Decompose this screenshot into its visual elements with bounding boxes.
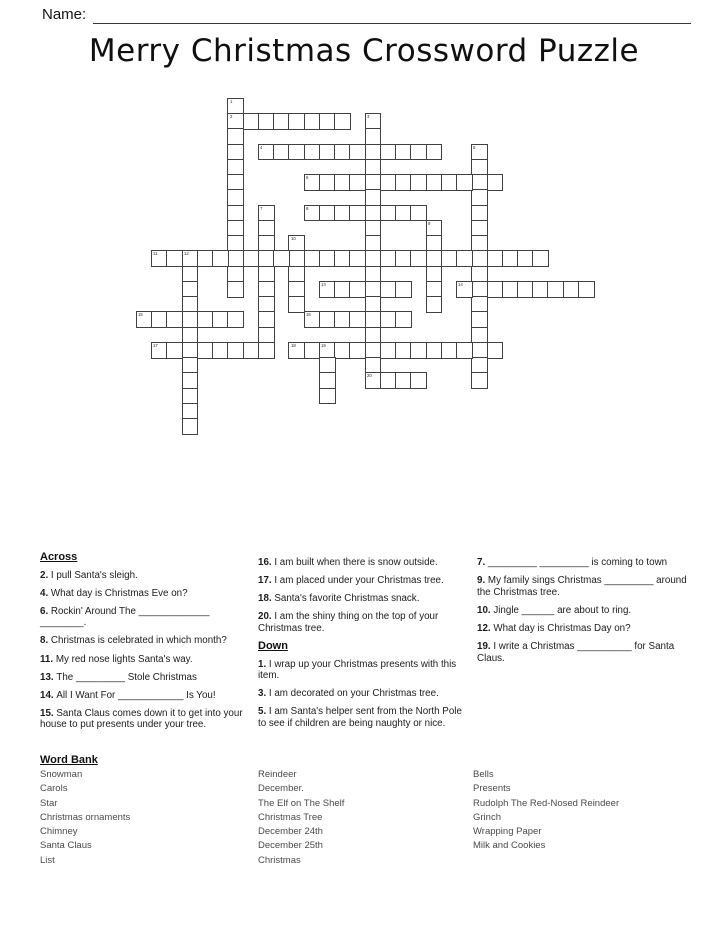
- clue-number: 16.: [258, 557, 275, 568]
- grid-cell[interactable]: [487, 342, 504, 359]
- word-bank-column-1: [40, 768, 130, 868]
- grid-cell[interactable]: [441, 250, 458, 267]
- grid-cell[interactable]: [365, 311, 382, 328]
- grid-cell[interactable]: [182, 311, 199, 328]
- clue-text: I am Santa's helper sent from the North Pole to see if children are being naughty or nice.: [258, 706, 462, 729]
- grid-cell[interactable]: [426, 235, 443, 252]
- word-bank-item: Presents: [473, 783, 511, 795]
- grid-cell[interactable]: [365, 327, 382, 344]
- grid-cell[interactable]: [471, 342, 488, 359]
- grid-cell[interactable]: [395, 174, 412, 191]
- grid-cell[interactable]: [227, 220, 244, 237]
- word-bank-item: List: [40, 854, 55, 866]
- grid-cell[interactable]: [304, 250, 321, 267]
- grid-cell[interactable]: [365, 281, 382, 298]
- grid-cell[interactable]: [258, 113, 275, 130]
- grid-cell[interactable]: [197, 311, 214, 328]
- grid-cell[interactable]: [471, 174, 488, 191]
- grid-cell[interactable]: [365, 159, 382, 176]
- clue-item: [258, 557, 466, 569]
- grid-cell[interactable]: [212, 250, 229, 267]
- grid-cell[interactable]: [410, 372, 427, 389]
- grid-cell[interactable]: [365, 128, 382, 145]
- grid-cell[interactable]: [380, 311, 397, 328]
- grid-clue-number: 9: [427, 221, 431, 227]
- clue-number: 14.: [40, 689, 57, 701]
- word-bank-item: Carols: [40, 783, 68, 795]
- word-bank-column-3: [473, 768, 619, 854]
- grid-cell[interactable]: [426, 144, 443, 161]
- clue-number: 11.: [40, 653, 56, 665]
- word-bank-item: The Elf on The Shelf: [258, 797, 345, 809]
- clue-text: My red nose lights Santa's way.: [55, 653, 193, 665]
- clue-text: I am built when there is snow outside.: [274, 557, 438, 568]
- grid-clue-number: 20: [366, 374, 372, 379]
- grid-cell[interactable]: [166, 250, 183, 267]
- word-bank-item: Christmas ornaments: [40, 811, 131, 823]
- grid-clue-number: 17: [153, 343, 159, 349]
- clue-item: [40, 708, 252, 731]
- grid-cell[interactable]: [349, 250, 366, 267]
- grid-clue-number: 4: [260, 145, 263, 151]
- grid-cell[interactable]: [212, 311, 229, 328]
- clue-text: The _________ Stole Christmas: [56, 671, 197, 683]
- grid-cell[interactable]: [471, 357, 488, 374]
- grid-cell[interactable]: [471, 311, 488, 328]
- grid-cell[interactable]: [426, 174, 443, 191]
- grid-cell[interactable]: [182, 403, 199, 420]
- grid-cell[interactable]: [487, 174, 504, 191]
- grid-cell[interactable]: [304, 342, 321, 359]
- grid-cell[interactable]: [288, 113, 305, 130]
- grid-cell[interactable]: [197, 250, 214, 267]
- grid-cell[interactable]: [456, 250, 473, 267]
- grid-cell[interactable]: [365, 296, 382, 313]
- grid-clue-number: 15: [138, 313, 144, 318]
- grid-cell[interactable]: [410, 174, 427, 191]
- clues-column-1: [40, 552, 252, 738]
- clue-text: I pull Santa's sleigh.: [50, 569, 138, 581]
- clue-text: What day is Christmas Day on?: [493, 622, 631, 634]
- grid-cell[interactable]: [487, 281, 504, 298]
- word-bank-item: Wrapping Paper: [473, 826, 542, 838]
- clue-item: [40, 588, 252, 600]
- word-bank-item: Milk and Cookies: [473, 840, 546, 852]
- grid-cell[interactable]: [288, 266, 305, 283]
- grid-cell[interactable]: [471, 296, 488, 313]
- page-title: Merry Christmas Crossword Puzzle: [88, 33, 640, 69]
- grid-cell[interactable]: [334, 174, 351, 191]
- grid-cell[interactable]: [471, 189, 488, 206]
- grid-cell[interactable]: [365, 266, 382, 283]
- grid-cell[interactable]: [258, 327, 275, 344]
- grid-cell[interactable]: [334, 281, 351, 298]
- grid-cell[interactable]: [532, 250, 549, 267]
- grid-cell[interactable]: [410, 144, 427, 161]
- grid-cell[interactable]: [227, 250, 244, 267]
- grid-cell[interactable]: [227, 266, 244, 283]
- grid-cell[interactable]: [182, 281, 199, 298]
- across-header: Across: [40, 551, 78, 563]
- word-bank-item: Snowman: [40, 769, 83, 780]
- grid-cell[interactable]: [349, 144, 366, 161]
- grid-clue-number: 6: [305, 176, 309, 181]
- clues-column-2: [258, 557, 466, 736]
- word-bank-item: Rudolph The Red-Nosed Reindeer: [473, 797, 620, 809]
- grid-cell[interactable]: [334, 205, 351, 222]
- grid-cell[interactable]: [349, 205, 366, 222]
- across-clues-list-1: [40, 570, 252, 731]
- grid-cell[interactable]: [334, 311, 351, 328]
- clue-number: 2.: [40, 569, 51, 581]
- clue-text: Christmas is celebrated in which month?: [50, 635, 227, 647]
- grid-cell[interactable]: [410, 342, 427, 359]
- grid-cell[interactable]: [471, 205, 488, 222]
- clue-number: 15.: [40, 707, 57, 719]
- down-clues-list-2: [477, 557, 695, 664]
- clue-text: Santa Claus comes down it to get into your house to put presents under your tree.: [40, 707, 243, 731]
- clue-number: 13.: [40, 671, 57, 683]
- clue-number: 9.: [477, 575, 488, 587]
- grid-cell[interactable]: [426, 266, 443, 283]
- clue-text: Rockin' Around The _____________ ________.: [40, 605, 210, 629]
- grid-cell[interactable]: [273, 250, 290, 267]
- across-clues-list-2: [258, 557, 466, 634]
- grid-cell[interactable]: [471, 235, 488, 252]
- grid-cell[interactable]: [334, 250, 351, 267]
- crossword-grid: [136, 98, 596, 436]
- grid-cell[interactable]: [547, 281, 564, 298]
- grid-cell[interactable]: [395, 281, 412, 298]
- grid-cell[interactable]: [471, 372, 488, 389]
- clue-item: [40, 690, 252, 702]
- grid-cell[interactable]: [243, 342, 260, 359]
- grid-cell[interactable]: [182, 418, 199, 435]
- grid-cell[interactable]: [258, 250, 275, 267]
- grid-cell[interactable]: [517, 250, 534, 267]
- grid-cell[interactable]: [395, 372, 412, 389]
- word-bank-item: December 24th: [258, 826, 323, 838]
- clue-text: I am decorated on your Christmas tree.: [268, 688, 439, 700]
- grid-cell[interactable]: [319, 144, 336, 161]
- clue-item: [477, 605, 695, 617]
- grid-cell[interactable]: [243, 250, 260, 267]
- grid-cell[interactable]: [471, 327, 488, 344]
- grid-cell[interactable]: [532, 281, 549, 298]
- grid-clue-number: 16: [305, 313, 311, 318]
- grid-cell[interactable]: [182, 327, 199, 344]
- grid-cell[interactable]: [365, 235, 382, 252]
- grid-cell[interactable]: [227, 128, 244, 145]
- grid-cell[interactable]: [380, 205, 397, 222]
- grid-cell[interactable]: [395, 250, 412, 267]
- down-clues-list-1: [258, 659, 466, 730]
- grid-cell[interactable]: [227, 189, 244, 206]
- grid-cell[interactable]: [456, 174, 473, 191]
- grid-cell[interactable]: [304, 144, 321, 161]
- grid-cell[interactable]: [349, 342, 366, 359]
- grid-cell[interactable]: [395, 144, 412, 161]
- grid-cell[interactable]: [502, 281, 519, 298]
- grid-cell[interactable]: [426, 250, 443, 267]
- grid-cell[interactable]: [182, 357, 199, 374]
- grid-cell[interactable]: [365, 189, 382, 206]
- grid-cell[interactable]: [258, 220, 275, 237]
- clue-number: 12.: [477, 622, 494, 634]
- clue-text: I am placed under your Christmas tree.: [274, 575, 444, 587]
- clue-item: [258, 593, 466, 605]
- clue-number: 18.: [258, 593, 275, 605]
- grid-cell[interactable]: [426, 342, 443, 359]
- grid-cell[interactable]: [227, 235, 244, 252]
- clue-number: 5.: [258, 706, 269, 718]
- grid-cell[interactable]: [227, 144, 244, 161]
- word-bank-item: Christmas: [258, 854, 301, 866]
- grid-cell[interactable]: [380, 250, 397, 267]
- name-blank-line[interactable]: [93, 23, 691, 24]
- grid-cell[interactable]: [288, 250, 305, 267]
- clue-text: My family sings Christmas _________ around the Christmas tree.: [477, 575, 687, 598]
- word-bank-item: Santa Claus: [40, 840, 92, 852]
- grid-cell[interactable]: [319, 113, 336, 130]
- clue-number: 8.: [40, 635, 51, 647]
- word-bank-column-2: [258, 768, 344, 868]
- grid-cell[interactable]: [426, 281, 443, 298]
- grid-cell[interactable]: [258, 342, 275, 359]
- clue-text: I wrap up your Christmas presents with this item.: [258, 658, 457, 682]
- word-bank-item: Christmas Tree: [258, 811, 323, 823]
- grid-cell[interactable]: [258, 311, 275, 328]
- grid-cell[interactable]: [334, 113, 351, 130]
- clue-number: 1.: [258, 658, 269, 670]
- grid-cell[interactable]: [365, 342, 382, 359]
- grid-cell[interactable]: [471, 159, 488, 176]
- grid-cell[interactable]: [410, 250, 427, 267]
- grid-cell[interactable]: [456, 342, 473, 359]
- word-bank-item: Grinch: [473, 811, 501, 823]
- grid-cell[interactable]: [258, 281, 275, 298]
- grid-cell[interactable]: [365, 357, 382, 374]
- grid-cell[interactable]: [410, 205, 427, 222]
- clue-text: All I Want For ____________ Is You!: [56, 689, 216, 701]
- grid-cell[interactable]: [227, 281, 244, 298]
- grid-cell[interactable]: [563, 281, 580, 298]
- word-bank-item: Star: [40, 797, 58, 809]
- grid-cell[interactable]: [349, 174, 366, 191]
- clue-item: [477, 575, 695, 598]
- grid-cell[interactable]: [319, 357, 336, 374]
- grid-cell[interactable]: [487, 250, 504, 267]
- grid-clue-number: 5: [473, 145, 476, 151]
- grid-cell[interactable]: [471, 281, 488, 298]
- grid-cell[interactable]: [471, 220, 488, 237]
- word-bank-item: December 25th: [258, 840, 323, 852]
- grid-cell[interactable]: [441, 342, 458, 359]
- word-bank-header: Word Bank: [40, 754, 98, 766]
- grid-cell[interactable]: [182, 266, 199, 283]
- clue-number: 3.: [258, 688, 269, 700]
- clue-text: I am the shiny thing on the top of your Christmas tree.: [258, 611, 439, 634]
- clue-item: [40, 654, 252, 666]
- grid-cell[interactable]: [258, 235, 275, 252]
- clue-number: 6.: [40, 605, 51, 617]
- grid-cell[interactable]: [182, 372, 199, 389]
- grid-cell[interactable]: [151, 311, 168, 328]
- grid-cell[interactable]: [517, 281, 534, 298]
- clue-number: 19.: [477, 640, 494, 652]
- clue-text: Jingle ______ are about to ring.: [493, 604, 632, 616]
- grid-cell[interactable]: [227, 205, 244, 222]
- clue-number: 20.: [258, 611, 275, 623]
- grid-cell[interactable]: [319, 372, 336, 389]
- grid-cell[interactable]: [227, 174, 244, 191]
- grid-clue-number: 12: [183, 252, 189, 257]
- grid-cell[interactable]: [288, 281, 305, 298]
- clue-item: [477, 557, 695, 569]
- grid-cell[interactable]: [319, 311, 336, 328]
- down-header: Down: [258, 639, 288, 652]
- grid-cell[interactable]: [258, 266, 275, 283]
- grid-cell[interactable]: [182, 342, 199, 359]
- grid-cell[interactable]: [502, 250, 519, 267]
- grid-cell[interactable]: [365, 250, 382, 267]
- clue-item: [258, 611, 466, 634]
- clue-item: [258, 688, 466, 700]
- grid-clue-number: 13: [321, 282, 326, 288]
- grid-cell[interactable]: [380, 372, 397, 389]
- grid-clue-number: 8: [305, 206, 309, 211]
- grid-clue-number: 14: [458, 282, 464, 288]
- grid-cell[interactable]: [319, 250, 336, 267]
- clue-text: _________ _________ is coming to town: [487, 557, 668, 568]
- clue-number: 4.: [40, 587, 51, 599]
- grid-clue-number: 18: [290, 343, 296, 349]
- word-bank-item: Bells: [473, 769, 494, 780]
- grid-cell[interactable]: [227, 159, 244, 176]
- grid-cell[interactable]: [380, 281, 397, 298]
- grid-cell[interactable]: [258, 296, 275, 313]
- grid-cell[interactable]: [304, 113, 321, 130]
- grid-cell[interactable]: [288, 296, 305, 313]
- grid-cell[interactable]: [319, 388, 336, 405]
- grid-clue-number: 1: [229, 100, 233, 105]
- clue-item: [258, 706, 466, 729]
- grid-cell[interactable]: [166, 342, 183, 359]
- grid-cell[interactable]: [426, 296, 443, 313]
- grid-cell[interactable]: [365, 174, 382, 191]
- clue-number: 7.: [477, 557, 488, 568]
- clue-item: [40, 672, 252, 684]
- clue-number: 10.: [477, 604, 494, 616]
- grid-cell[interactable]: [365, 220, 382, 237]
- grid-cell[interactable]: [273, 144, 290, 161]
- word-bank-item: December.: [258, 783, 304, 795]
- clue-item: [40, 635, 252, 647]
- grid-cell[interactable]: [334, 342, 351, 359]
- clue-item: [477, 623, 695, 635]
- grid-cell[interactable]: [319, 205, 336, 222]
- grid-cell[interactable]: [319, 174, 336, 191]
- clue-text: Santa's favorite Christmas snack.: [274, 593, 420, 605]
- grid-cell[interactable]: [243, 113, 260, 130]
- grid-cell[interactable]: [349, 311, 366, 328]
- clue-item: [477, 641, 695, 664]
- clue-item: [40, 570, 252, 582]
- grid-cell[interactable]: [273, 113, 290, 130]
- grid-clue-number: 11: [153, 252, 158, 257]
- word-bank-item: Reindeer: [258, 769, 297, 780]
- word-bank-item: Chimney: [40, 826, 78, 838]
- grid-cell[interactable]: [395, 311, 412, 328]
- grid-cell[interactable]: [365, 144, 382, 161]
- grid-clue-number: 2: [229, 115, 233, 120]
- name-label: Name:: [42, 6, 87, 23]
- grid-cell[interactable]: [578, 281, 595, 298]
- grid-cell[interactable]: [182, 388, 199, 405]
- grid-clue-number: 7: [260, 206, 263, 211]
- grid-clue-number: 3: [366, 115, 370, 120]
- clue-item: [40, 606, 252, 629]
- grid-cell[interactable]: [197, 342, 214, 359]
- grid-cell[interactable]: [227, 311, 244, 328]
- grid-cell[interactable]: [471, 266, 488, 283]
- grid-cell[interactable]: [166, 311, 183, 328]
- clue-item: [258, 575, 466, 587]
- grid-cell[interactable]: [365, 205, 382, 222]
- grid-cell[interactable]: [380, 144, 397, 161]
- grid-cell[interactable]: [349, 281, 366, 298]
- clue-item: [258, 659, 466, 682]
- clue-text: I write a Christmas __________ for Santa Claus.: [477, 640, 675, 664]
- grid-cell[interactable]: [395, 342, 412, 359]
- grid-cell[interactable]: [395, 205, 412, 222]
- grid-cell[interactable]: [334, 144, 351, 161]
- grid-clue-number: 10: [290, 237, 296, 242]
- grid-cell[interactable]: [212, 342, 229, 359]
- grid-cell[interactable]: [227, 342, 244, 359]
- grid-cell[interactable]: [441, 174, 458, 191]
- clues-column-3: [477, 557, 695, 671]
- grid-cell[interactable]: [380, 174, 397, 191]
- clue-text: What day is Christmas Eve on?: [50, 587, 188, 599]
- grid-cell[interactable]: [182, 296, 199, 313]
- clue-number: 17.: [258, 575, 275, 587]
- grid-cell[interactable]: [288, 144, 305, 161]
- grid-cell[interactable]: [380, 342, 397, 359]
- grid-clue-number: 19: [321, 343, 326, 349]
- grid-cell[interactable]: [471, 250, 488, 267]
